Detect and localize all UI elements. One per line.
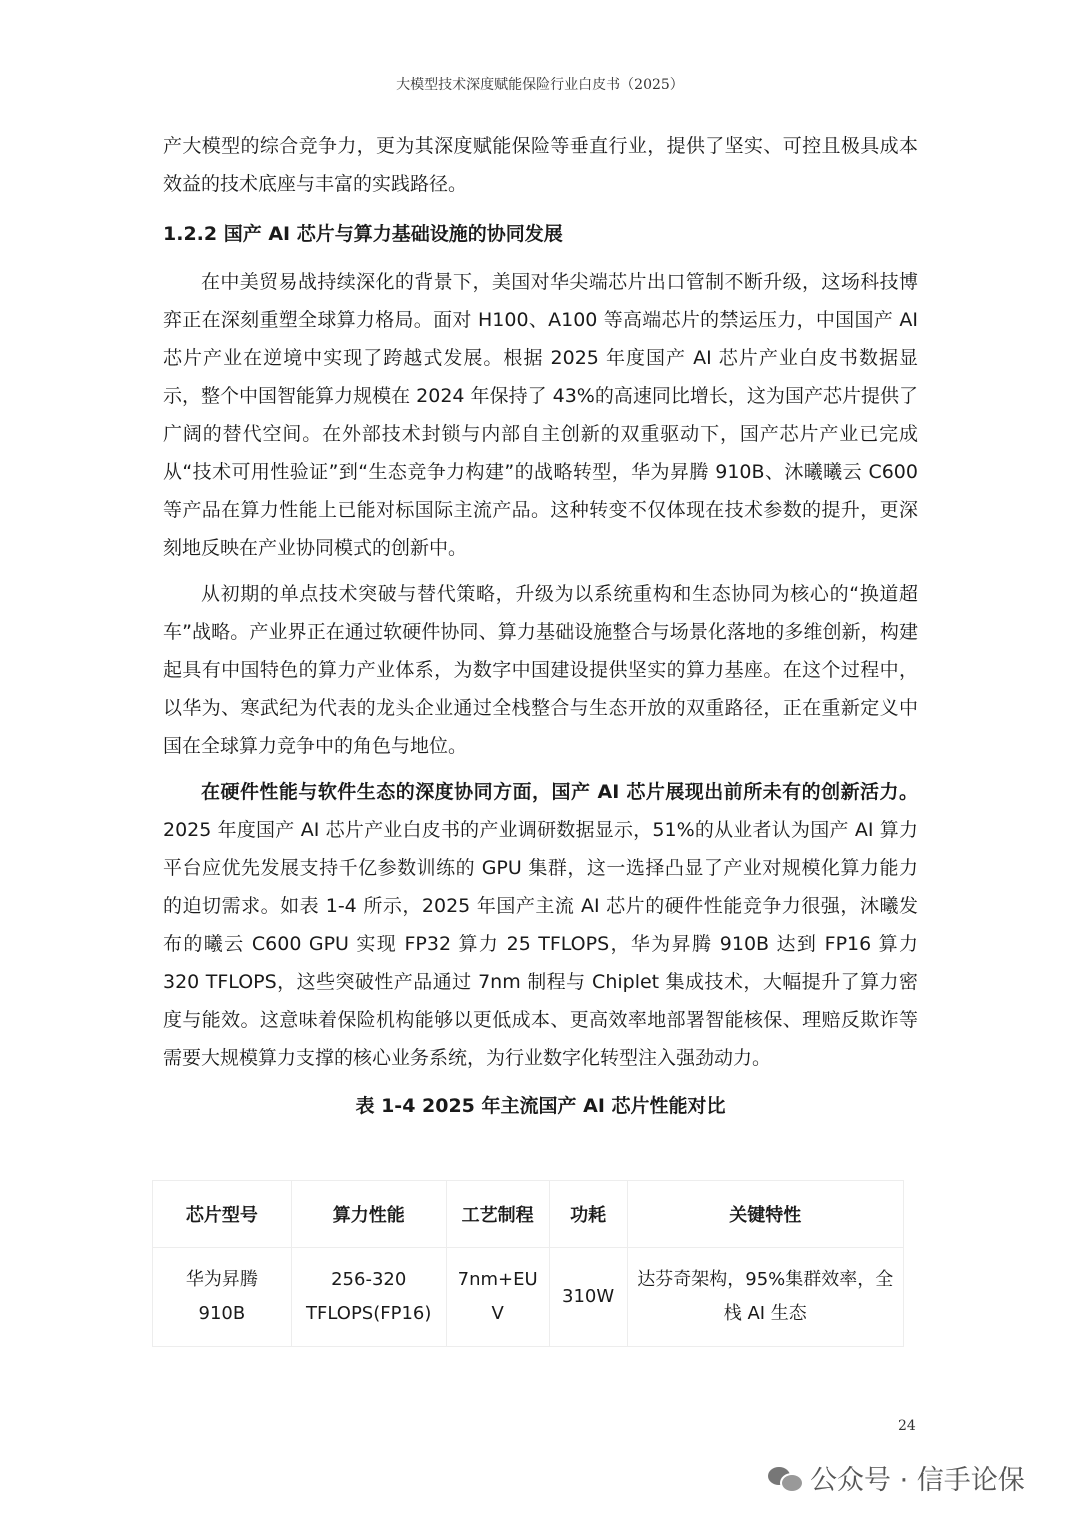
header-performance: 算力性能 (291, 1181, 446, 1248)
header-power: 功耗 (549, 1181, 627, 1248)
header-chip-model: 芯片型号 (153, 1181, 292, 1248)
page-header: 大模型技术深度赋能保险行业白皮书（2025） (396, 77, 684, 93)
watermark-text: 公众号 · 信手论保 (810, 1465, 1025, 1496)
cell-process: 7nm+EU V (446, 1248, 549, 1347)
table-title: 表 1-4 2025 年主流国产 AI 芯片性能对比 (355, 1095, 726, 1117)
cell-power: 310W (549, 1248, 627, 1347)
section-title: 1.2.2 国产 AI 芯片与算力基础设施的协同发展 (163, 223, 563, 245)
page-number: 24 (898, 1418, 916, 1434)
cell-features: 达芬奇架构，95%集群效率，全 栈 AI 生态 (627, 1248, 903, 1347)
wechat-icon (768, 1465, 800, 1491)
cell-chip-model: 华为昇腾 910B (153, 1248, 292, 1347)
header-features: 关键特性 (627, 1181, 903, 1248)
intro-paragraph: 产大模型的综合竞争力，更为其深度赋能保险等垂直行业，提供了坚实、可控且极具成本效益的技术底座与丰富的实践路径。 (163, 135, 918, 195)
paragraph-1: 在中美贸易战持续深化的背景下，美国对华尖端芯片出口管制不断升级，这场科技博弈正在深刻重塑全球算力格局。面对 H100、A100 等高端芯片的禁运压力，中国国产 AI 芯片产业在逆境中实现了跨越式发展。根据 2025 年度国产 AI 芯片产业白皮书数据显示，整个中国智能算力规模在 2024 年保持了 43%的高速同比增长，这为国产芯片提供了广阔的替代空间。在外部技术封锁与内部自主创新的双重驱动下，国产芯片产业已完成从“技术可用性验证”到“生态竞争力构建”的战略转型，华为昇腾 910B、沐曦曦云 C600 等产品在算力性能上已能对标国际主流产品。这种转变不仅体现在技术参数的提升，更深刻地反映在产业协同模式的创新中。 (163, 271, 918, 559)
table-header-row (153, 1181, 904, 1248)
cell-performance: 256-320 TFLOPS(FP16) (291, 1248, 446, 1347)
table-row (153, 1248, 904, 1347)
header-process: 工艺制程 (446, 1181, 549, 1248)
paragraph-3-lead: 在硬件性能与软件生态的深度协同方面，国产 AI 芯片展现出前所未有的创新活力。 (201, 781, 918, 803)
watermark (768, 1458, 1025, 1497)
paragraph-3 (163, 773, 918, 1077)
chip-comparison-table (152, 1180, 904, 1347)
paragraph-3-body: 2025 年度国产 AI 芯片产业白皮书的产业调研数据显示，51%的从业者认为国产 AI 算力平台应优先发展支持千亿参数训练的 GPU 集群，这一选择凸显了产业对规模化算力能力的迫切需求。如表 1-4 所示，2025 年国产主流 AI 芯片的硬件性能竞争力很强，沐曦发布的曦云 C600 GPU 实现 FP32 算力 25 TFLOPS，华为昇腾 910B 达到 FP16 算力 320 TFLOPS，这些突破性产品通过 7nm 制程与 Chiplet 集成技术，大幅提升了算力密度与能效。这意味着保险机构能够以更低成本、更高效率地部署智能核保、理赔反欺诈等需要大规模算力支撑的核心业务系统，为行业数字化转型注入强劲动力。 (163, 819, 918, 1069)
paragraph-2: 从初期的单点技术突破与替代策略，升级为以系统重构和生态协同为核心的“换道超车”战略。产业界正在通过软硬件协同、算力基础设施整合与场景化落地的多维创新，构建起具有中国特色的算力产业体系，为数字中国建设提供坚实的算力基座。在这个过程中，以华为、寒武纪为代表的龙头企业通过全栈整合与生态开放的双重路径，正在重新定义中国在全球算力竞争中的角色与地位。 (163, 583, 918, 757)
main-content (163, 127, 918, 1139)
